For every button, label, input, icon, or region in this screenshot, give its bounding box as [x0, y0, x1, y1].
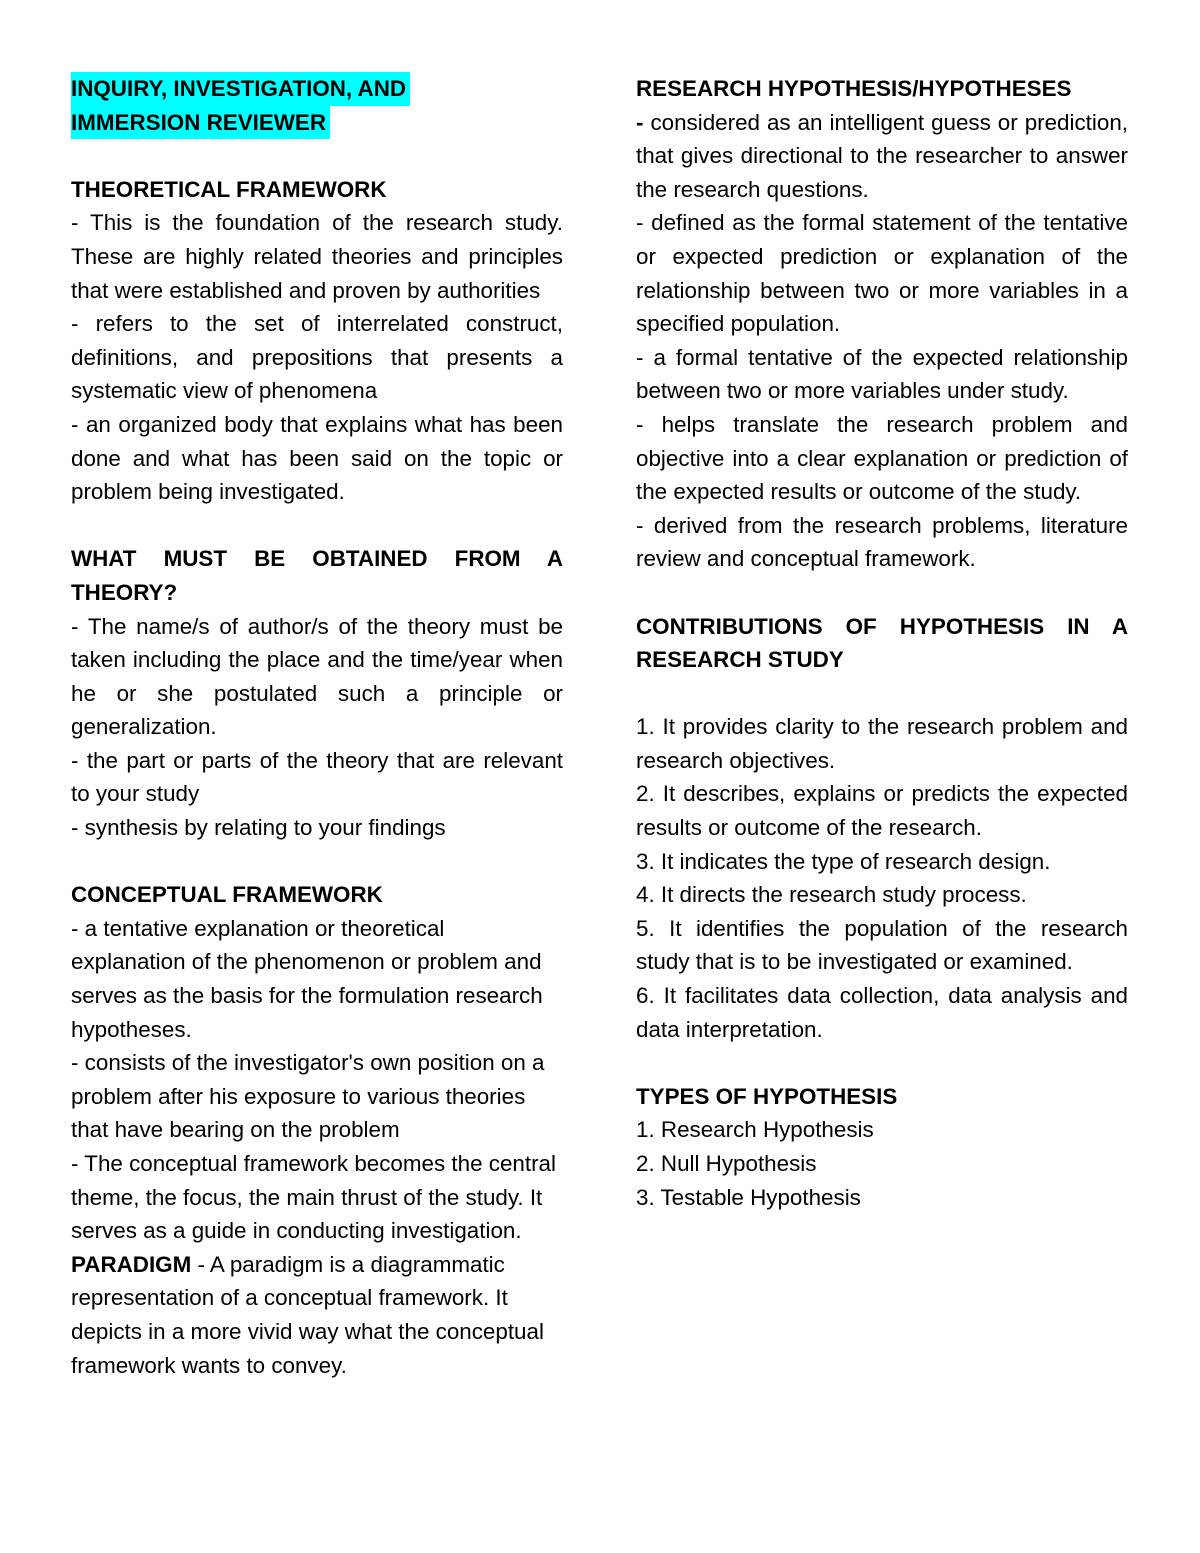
right-column: [636, 72, 1128, 1214]
spacer: [636, 677, 1128, 711]
hypothesis-paragraph-3: - a formal tentative of the expected relationship between two or more variables under study.: [636, 344, 1128, 404]
hypothesis-paragraph-2: - defined as the formal statement of the tentative or expected prediction or explanation of the relationship between two or more variables in a specified population.: [636, 210, 1128, 337]
theoretical-paragraph-3: - an organized body that explains what has been done and what has been said on the topic or problem being investigated.: [71, 411, 563, 505]
spacer: [636, 1046, 1128, 1080]
conceptual-paragraph-2: - consists of the investigator's own position on a problem after his exposure to various theories that have bearing on the problem: [71, 1050, 545, 1143]
contribution-item: 3. It indicates the type of research design.: [636, 848, 1051, 874]
theoretical-framework-heading: THEORETICAL FRAMEWORK: [71, 176, 387, 202]
document-title: [71, 72, 563, 139]
spacer: [71, 509, 563, 543]
spacer: [636, 576, 1128, 610]
title-line-2: IMMERSION REVIEWER: [71, 106, 330, 140]
obtained-from-theory-heading: WHAT MUST BE OBTAINED FROM A THEORY?: [71, 546, 563, 605]
obtained-paragraph-1: - The name/s of author/s of the theory must be taken including the place and the time/year when he or she postulated such a principle or generalization.: [71, 613, 563, 740]
contributions-heading: CONTRIBUTIONS OF HYPOTHESIS IN A RESEARCH STUDY: [636, 613, 1128, 673]
research-hypothesis-heading: RESEARCH HYPOTHESIS/HYPOTHESES: [636, 76, 1072, 101]
hypothesis-dash: -: [636, 109, 644, 135]
obtained-paragraph-3: - synthesis by relating to your findings: [71, 815, 446, 841]
paradigm-definition: - A paradigm is a diagrammatic representation of a conceptual framework. It depicts in a more vivid way what the conceptual framework wants to convey.: [71, 1251, 544, 1378]
type-item: 2. Null Hypothesis: [636, 1151, 817, 1176]
title-line-1: INQUIRY, INVESTIGATION, AND: [71, 72, 410, 106]
paradigm-paragraph: [71, 1248, 563, 1382]
spacer: [71, 139, 563, 173]
type-item: 3. Testable Hypothesis: [636, 1184, 861, 1210]
type-item: 1. Research Hypothesis: [636, 1117, 874, 1143]
obtained-paragraph-2: - the part or parts of the theory that are relevant to your study: [71, 747, 563, 807]
contribution-item: 6. It facilitates data collection, data analysis and data interpretation.: [636, 983, 1128, 1042]
hypothesis-paragraph-1-text: considered as an intelligent guess or prediction, that gives directional to the researcher to answer the research questions.: [636, 109, 1128, 202]
conceptual-paragraph-3: - The conceptual framework becomes the central theme, the focus, the main thrust of the study. It serves as a guide in conducting investigation.: [71, 1151, 556, 1244]
spacer: [71, 845, 563, 879]
hypothesis-paragraph-5: - derived from the research problems, literature review and conceptual framework.: [636, 512, 1128, 572]
contribution-item: 1. It provides clarity to the research problem and research objectives.: [636, 714, 1128, 773]
paradigm-term: PARADIGM: [71, 1251, 192, 1277]
hypothesis-paragraph-4: - helps translate the research problem and objective into a clear explanation or prediction of the expected results or outcome of the study.: [636, 411, 1128, 505]
types-of-hypothesis-heading: TYPES OF HYPOTHESIS: [636, 1083, 898, 1109]
contribution-item: 4. It directs the research study process.: [636, 882, 1027, 908]
hypothesis-paragraph-1: [636, 106, 1128, 207]
theoretical-paragraph-1: - This is the foundation of the research study. These are highly related theories and principles that were established and proven by authorities: [71, 210, 563, 303]
conceptual-paragraph-1: - a tentative explanation or theoretical explanation of the phenomenon or problem and serves as the basis for the formulation research hypotheses.: [71, 915, 543, 1042]
contribution-item: 5. It identifies the population of the research study that is to be investigated or examined.: [636, 915, 1128, 975]
left-column: [71, 72, 563, 1382]
theoretical-paragraph-2: - refers to the set of interrelated construct, definitions, and prepositions that presents a systematic view of phenomena: [71, 311, 563, 404]
contribution-item: 2. It describes, explains or predicts the expected results or outcome of the research.: [636, 781, 1128, 841]
conceptual-framework-heading: CONCEPTUAL FRAMEWORK: [71, 882, 383, 908]
